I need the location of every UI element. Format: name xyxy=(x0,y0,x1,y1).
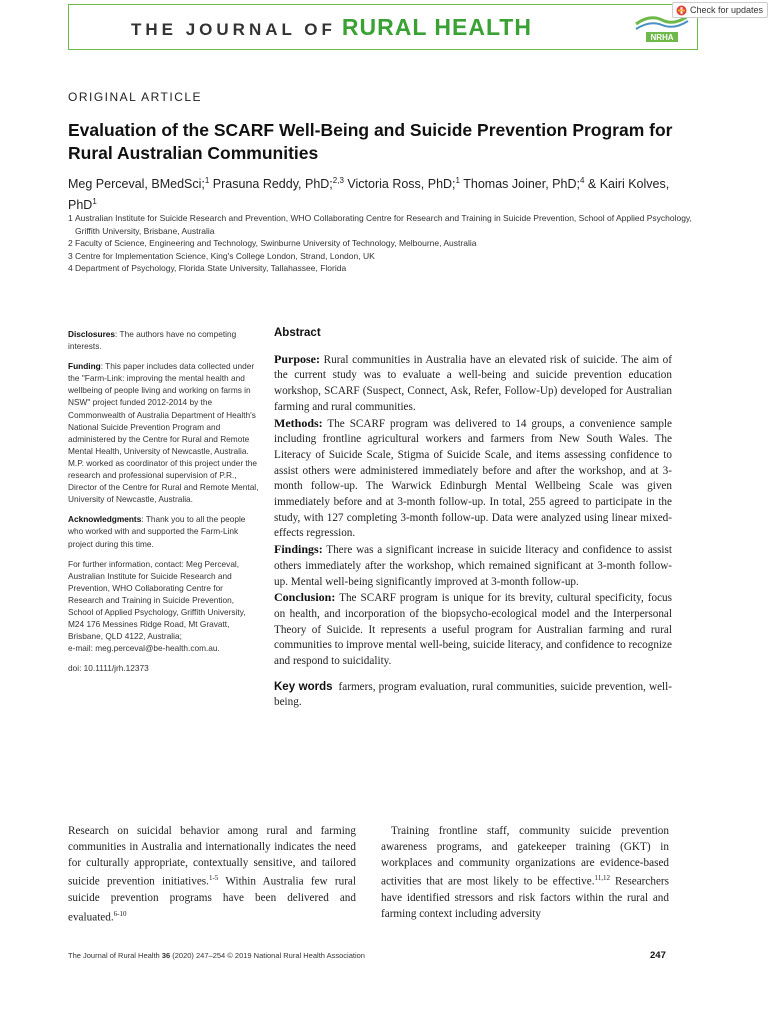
acknowledgments-note: Acknowledgments: Thank you to all the people who worked with and supported the Farm-Link project during this time. xyxy=(68,514,246,549)
author-name: Kairi Kolves, PhD xyxy=(68,177,670,213)
footer-citation: The Journal of Rural Health 36 (2020) 247–254 © 2019 National Rural Health Association xyxy=(68,951,365,960)
abstract-findings: Findings: There was a significant increase in suicide literacy and confidence to assist others immediately after the workshop, which remained significant at 3-month follow-up. Mental well-being significantly improved at 3-month follow-up. xyxy=(274,542,672,588)
affiliation-item xyxy=(68,250,708,263)
author-affiliation-ref: 1 xyxy=(204,176,210,185)
author-name: Meg Perceval, BMedSci; xyxy=(68,177,205,192)
affiliation-number: 3 xyxy=(68,250,73,261)
journal-banner xyxy=(68,4,698,50)
affiliation-text: Faculty of Science, Engineering and Technology, Swinburne University of Technology, Melbourne, Australia xyxy=(75,238,477,248)
affiliation-text: Department of Psychology, Florida State University, Tallahassee, Florida xyxy=(75,263,347,273)
page-number: 247 xyxy=(650,950,666,961)
affiliation-number: 2 xyxy=(68,238,73,248)
abstract-heading: Abstract xyxy=(274,327,321,339)
abstract xyxy=(274,326,672,711)
author-list xyxy=(68,172,688,214)
funding-note: Funding: This paper includes data collected under the "Farm-Link: improving the mental health and wellbeing of people living and working on farms in NSW" project funded 2012-2014 by the Commonwealth of Australia Department of Health's National Suicide Prevention Program and administered by the Centre for Rural and Remote Mental Health, University of Newcastle, Australia. M.P. worked as coordinator of this project under the research and professional supervision of P.R., Director of the Centre for Rural and Remote Mental, University of Newcastle, Australia. xyxy=(68,361,259,505)
contact-email[interactable]: e-mail: meg.perceval@be-health.com.au. xyxy=(68,643,220,654)
citation-ref[interactable]: 11,12 xyxy=(594,874,611,883)
article-type: ORIGINAL ARTICLE xyxy=(68,90,203,104)
author-affiliation-ref: 2,3 xyxy=(332,176,344,185)
author-name: Prasuna Reddy, PhD; xyxy=(212,177,333,192)
abstract-purpose: Purpose: Rural communities in Australia have an elevated risk of suicide. The aim of the current study was to evaluate a well-being and suicide prevention education workshop, SCARF (Suspect, Connect, Ask, Refer, Follow-Up) developed for Australian farming and rural communities. xyxy=(274,351,672,413)
author-affiliation-ref: 1 xyxy=(455,176,460,185)
article-title: Evaluation of the SCARF Well-Being and Suicide Prevention Program for Rural Australian Communities xyxy=(68,120,673,163)
journal-title-name: RURAL HEALTH xyxy=(341,14,532,40)
author-name: Victoria Ross, PhD; xyxy=(347,177,456,192)
affiliation-item xyxy=(68,262,708,275)
affiliation-number: 4 xyxy=(68,263,73,273)
body-column-left: Research on suicidal behavior among rural and farming communities in Australia and internationally indicates the need for culturally appropriate, contextually sensitive, and tailored suicide prevention initiatives.$^{1-5}$ Within Australia few rural suicide prevention programs have been delivered and evaluated.$^{6-10}$ xyxy=(68,825,356,924)
journal-title-prefix: THE JOURNAL OF xyxy=(131,20,336,39)
check-for-updates-label: Check for updates xyxy=(690,5,764,15)
affiliation-list xyxy=(68,212,708,275)
affiliation-text: Centre for Implementation Science, King's College London, Strand, London, UK xyxy=(75,250,375,261)
author-name: Thomas Joiner, PhD; xyxy=(463,177,580,192)
author-affiliation-ref: 1 xyxy=(92,197,97,207)
article-notes xyxy=(68,328,260,682)
affiliation-item xyxy=(68,212,708,237)
abstract-methods: Methods: The SCARF program was delivered to 14 groups, a convenience sample including frontline agricultural workers and farmers from New South Wales. The Literacy of Suicide Scale, Stigma of Suicide Scale, and items assessing confidence to assist others were administered immediately before and after the workshop, and at 3-month follow-up. The Warwick Edinburgh Mental Wellbeing Scale was given immediately before and at 3-month follow-up. In total, 255 agreed to participate in the study, with 127 completing 3-month follow-up. Data were analyzed using linear mixed-effects regression. xyxy=(274,415,672,540)
contact-note: For further information, contact: Meg Perceval, Australian Institute for Suicide Research and Prevention, WHO Collaborating Centre for Research and Training in Suicide Prevention, School of Applied Psychology, Griffith University, M24 176 Messines Ridge Road, Mt Gravatt, Brisbane, QLD 4122, Australia; e-mail: meg.perceval@be-health.com.au. xyxy=(68,558,246,654)
affiliation-number: 1 xyxy=(68,213,73,223)
citation-ref[interactable]: 6-10 xyxy=(113,909,127,918)
keywords: Key words farmers, program evaluation, rural communities, suicide prevention, well-being. xyxy=(274,680,672,709)
crossmark-icon xyxy=(676,5,687,16)
abstract-conclusion: Conclusion: The SCARF program is unique for its brevity, cultural specificity, focus on health, and incorporation of the biopsycho-ecological model and the Interpersonal Theory of Suicide. It represents a useful program for Australian farming and rural communities to improve mental well-being, suicide literacy, and confidence to recognize and respond to suicidality. xyxy=(274,590,672,668)
journal-title xyxy=(131,14,532,41)
body-column-right: Training frontline staff, community suicide prevention awareness programs, and gatekeeper training (GKT) in workplaces and community organizations are evidence-based activities that are most likely to be effective.$^{11,12}$ Researchers have identified stressors and risk factors within the rural and farming context including adversity xyxy=(381,825,669,920)
disclosures-note: Disclosures: The authors have no competing interests. xyxy=(68,329,237,352)
doi-link[interactable]: doi: 10.1111/jrh.12373 xyxy=(68,663,149,674)
author-affiliation-ref: 4 xyxy=(579,176,585,185)
check-for-updates-button[interactable] xyxy=(672,2,768,18)
author-separator: & xyxy=(584,177,600,192)
affiliation-item xyxy=(68,237,708,250)
citation-ref[interactable]: 1-5 xyxy=(208,874,219,883)
nrha-logo-text: NRHA xyxy=(650,33,674,42)
affiliation-text: Australian Institute for Suicide Research and Prevention, WHO Collaborating Centre for Research and Training in Suicide Prevention, School of Applied Psychology, Griffith University, Brisbane, Australia xyxy=(75,213,692,236)
